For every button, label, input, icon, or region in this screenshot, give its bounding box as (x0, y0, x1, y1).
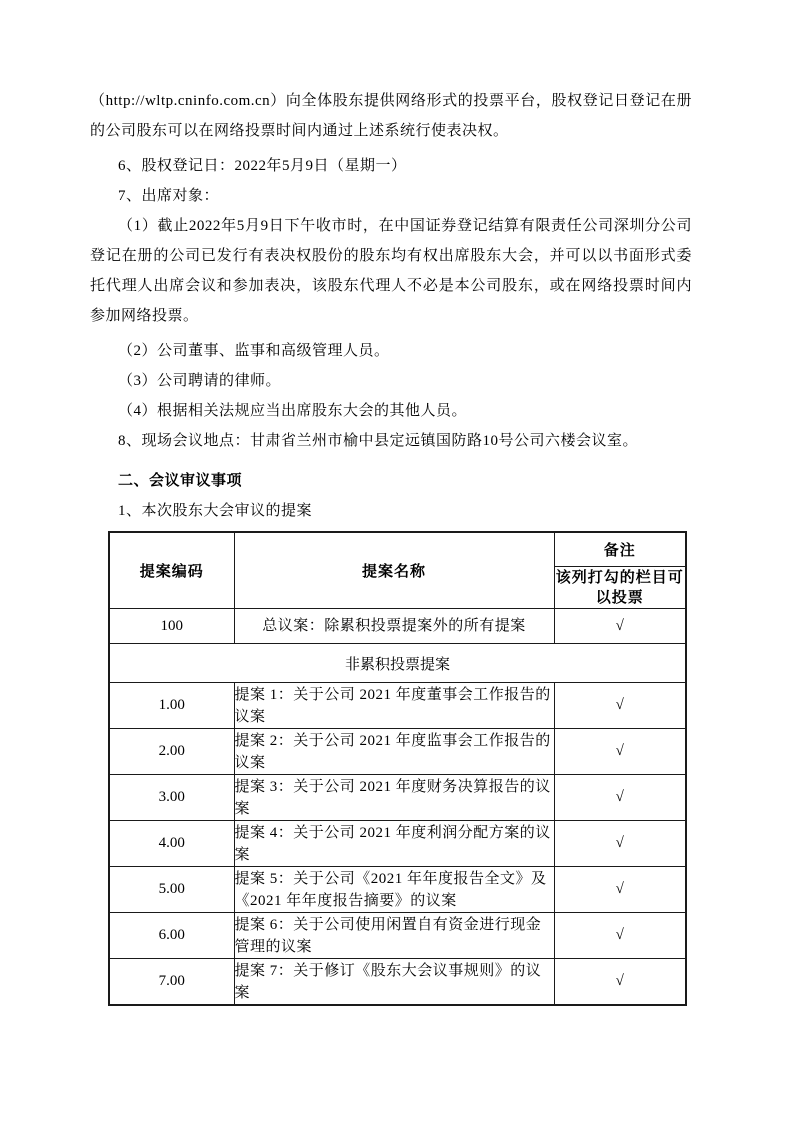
table-row (109, 729, 686, 775)
table-row (109, 959, 686, 1006)
proposal-name: 提案 1：关于公司 2021 年度董事会工作报告的议案 (234, 683, 554, 729)
check-mark: √ (554, 729, 686, 775)
item-7-3: （3）公司聘请的律师。 (118, 373, 282, 389)
proposal-code: 1.00 (109, 683, 234, 729)
proposal-name: 总议案：除累积投票提案外的所有提案 (234, 609, 554, 644)
check-mark: √ (554, 683, 686, 729)
table-row (109, 683, 686, 729)
item-7-attendees: 7、出席对象： (118, 188, 220, 204)
proposals-table (108, 531, 687, 1006)
header-remark: 备注 (554, 532, 686, 567)
proposal-code: 2.00 (109, 729, 234, 775)
proposal-name: 提案 6：关于公司使用闲置自有资金进行现金管理的议案 (234, 913, 554, 959)
proposal-code: 4.00 (109, 821, 234, 867)
check-mark: √ (554, 609, 686, 644)
check-mark: √ (554, 913, 686, 959)
item-6-record-date: 6、股权登记日：2022年5月9日（星期一） (118, 158, 407, 174)
check-mark: √ (554, 821, 686, 867)
check-mark: √ (554, 867, 686, 913)
header-proposal-code: 提案编码 (109, 532, 234, 609)
proposal-code: 7.00 (109, 959, 234, 1006)
list-1-heading: 1、本次股东大会审议的提案 (118, 503, 313, 519)
table-row-group (109, 644, 686, 683)
table-row (109, 821, 686, 867)
proposal-code: 100 (109, 609, 234, 644)
paragraph-intro: （http://wltp.cninfo.com.cn）向全体股东提供网络形式的投票平台，股权登记日登记在册的公司股东可以在网络投票时间内通过上述系统行使表决权。 (90, 93, 692, 139)
proposal-code: 5.00 (109, 867, 234, 913)
check-mark: √ (554, 959, 686, 1006)
check-mark: √ (554, 775, 686, 821)
item-7-1: （1）截止2022年5月9日下午收市时，在中国证券登记结算有限责任公司深圳分公司登记在册的公司已发行有表决权股份的股东均有权出席股东大会，并可以以书面形式委托代理人出席会议和参加表决，该股东代理人不必是本公司股东，或在网络投票时间内参加网络投票。 (90, 218, 692, 324)
group-label: 非累积投票提案 (109, 644, 686, 683)
proposal-name: 提案 4：关于公司 2021 年度利润分配方案的议案 (234, 821, 554, 867)
proposal-name: 提案 5：关于公司《2021 年年度报告全文》及《2021 年年度报告摘要》的议案 (234, 867, 554, 913)
item-7-4: （4）根据相关法规应当出席股东大会的其他人员。 (118, 403, 468, 419)
item-7-2: （2）公司董事、监事和高级管理人员。 (118, 343, 390, 359)
table-row (109, 775, 686, 821)
header-remark-note: 该列打勾的栏目可以投票 (554, 567, 686, 609)
item-8-venue: 8、现场会议地点：甘肃省兰州市榆中县定远镇国防路10号公司六楼会议室。 (118, 433, 639, 449)
table-header-row (109, 532, 686, 567)
table-row (109, 867, 686, 913)
proposal-name: 提案 2：关于公司 2021 年度监事会工作报告的议案 (234, 729, 554, 775)
proposal-code: 3.00 (109, 775, 234, 821)
proposal-name: 提案 3：关于公司 2021 年度财务决算报告的议案 (234, 775, 554, 821)
proposal-name: 提案 7：关于修订《股东大会议事规则》的议案 (234, 959, 554, 1006)
header-proposal-name: 提案名称 (234, 532, 554, 609)
table-row-general (109, 609, 686, 644)
section-2-heading: 二、会议审议事项 (118, 472, 243, 489)
table-row (109, 913, 686, 959)
proposal-code: 6.00 (109, 913, 234, 959)
